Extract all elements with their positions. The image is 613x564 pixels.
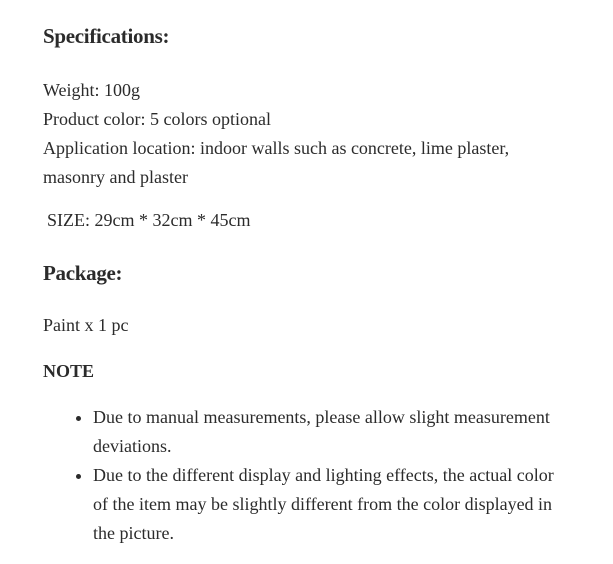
specifications-list [43, 76, 563, 192]
bullet-icon [76, 474, 81, 479]
note-item-color [93, 461, 573, 548]
note-item-measurement [93, 403, 573, 461]
note-heading: NOTE [43, 361, 95, 381]
spec-application-location: Application location: indoor walls such as concrete, lime plaster, [43, 138, 510, 158]
package-heading: Package: [43, 261, 123, 285]
note-item-text: Due to the different display and lighting effects, the actual color of the item may be slightly different from the color displayed in the picture. [93, 465, 554, 543]
bullet-icon [76, 416, 81, 421]
note-item-text: Due to manual measurements, please allow slight measurement deviations. [93, 407, 550, 456]
spec-size: SIZE: 29cm * 32cm * 45cm [47, 210, 251, 230]
package-contents: Paint x 1 pc [43, 315, 129, 335]
spec-weight: Weight: 100g [43, 80, 141, 100]
spec-application-location-continued: masonry and plaster [43, 167, 188, 187]
note-list [93, 403, 573, 548]
spec-product-color: Product color: 5 colors optional [43, 109, 271, 129]
specifications-heading: Specifications: [43, 24, 170, 48]
